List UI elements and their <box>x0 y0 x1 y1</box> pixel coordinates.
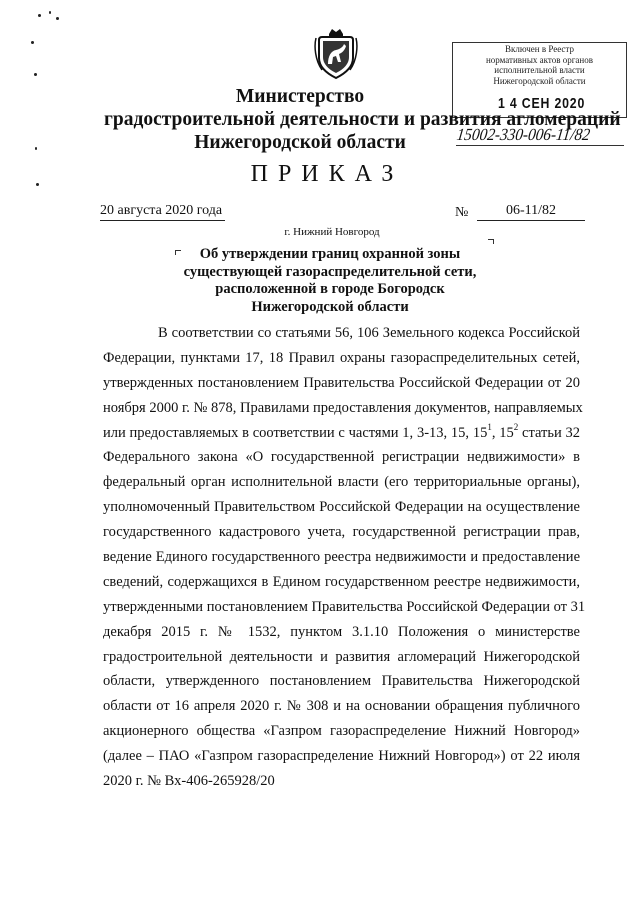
superscript: 2 <box>513 421 519 432</box>
body-line: утвержденными постановлением Правительства Российской Федерации от 31 <box>103 598 586 615</box>
body-line: градостроительной деятельности и развития агломераций Нижегородской <box>103 648 580 665</box>
ministry-title-line: градостроительной деятельности и развития агломераций <box>104 109 621 130</box>
document-subject <box>150 246 510 316</box>
stamp-date: 1 4 СЕН 2020 <box>498 95 586 112</box>
body-line: Федерального закона «О государственной регистрации недвижимости» в <box>103 449 580 466</box>
subject-line: расположенной в городе Богородск <box>215 281 445 297</box>
body-line <box>103 421 580 446</box>
number-sign: № <box>455 205 469 220</box>
body-line-part: , 15 <box>491 424 514 441</box>
body-line: уполномоченный Правительством Российской Федерации на осуществление <box>103 499 580 516</box>
scan-speck <box>31 41 34 44</box>
body-line: Федерации, пунктами 17, 18 Правил охраны газораспределительных сетей, <box>103 349 580 366</box>
scan-speck <box>38 14 41 17</box>
superscript: 1 <box>487 421 492 432</box>
ministry-title-line: Министерство <box>235 86 365 107</box>
body-line: области от 16 апреля 2020 г. № 308 и на основании обращения публичного <box>103 698 580 715</box>
document-type-title: ПРИКАЗ <box>250 161 404 187</box>
subject-line: Нижегородской области <box>251 298 409 315</box>
document-number: 06-11/82 <box>477 203 585 221</box>
subject-corner-mark <box>488 239 494 244</box>
body-line: утвержденных постановлением Правительства Российской Федерации от 20 <box>103 374 580 391</box>
stamp-line: исполнительной власти <box>494 65 585 75</box>
document-city: г. Нижний Новгород <box>284 226 380 238</box>
body-line: В соответствии со статьями 56, 106 Земельного кодекса Российской <box>158 325 580 341</box>
body-line-part: статьи 32 <box>518 424 580 441</box>
stamp-line: Нижегородской области <box>493 75 586 86</box>
ministry-title-line: Нижегородской области <box>194 132 406 153</box>
subject-line: Об утверждении границ охранной зоны <box>199 246 461 262</box>
body-line: сведений, содержащихся в Едином государственном реестре недвижимости, <box>103 573 580 590</box>
body-line: (далее – ПАО «Газпром газораспределение Нижний Новгород») от 22 июля <box>103 748 580 765</box>
subject-line: существующей газораспределительной сети, <box>183 263 477 280</box>
body-line: ноября 2000 г. № 878, Правилами предоставления документов, направляемых <box>103 399 583 416</box>
stamp-line: Включен в Реестр <box>505 44 574 54</box>
stamp-line: нормативных актов органов <box>485 54 593 65</box>
body-line: 2020 г. № Вх-406-265928/20 <box>103 773 275 790</box>
body-line-part: или предоставляемых в соответствии с частями 1, 3-13, 15, 15 <box>103 424 488 441</box>
scan-speck <box>49 11 51 14</box>
scan-speck <box>35 147 37 150</box>
body-line: декабря 2015 г. № 1532, пунктом 3.1.10 Положения о министерстве <box>103 623 580 640</box>
body-line: федеральный орган исполнительной власти (его территориальные органы), <box>103 474 580 491</box>
scan-speck <box>56 17 59 20</box>
body-line: государственного кадастрового учета, государственной регистрации прав, <box>103 524 580 541</box>
body-paragraph <box>103 321 586 794</box>
document-date: 20 августа 2020 года <box>100 203 225 221</box>
body-line: области, утвержденного постановлением Правительства Нижегородской <box>103 673 580 690</box>
stamp-registration-number: 15002-330-006-11/82 <box>455 125 592 144</box>
body-line: ведение Единого государственного реестра недвижимости и предоставление <box>103 549 580 566</box>
coat-of-arms-icon <box>314 26 358 80</box>
body-line: акционерного общества «Газпром газораспределение Нижний Новгород» <box>103 723 580 740</box>
scan-speck <box>34 73 37 76</box>
